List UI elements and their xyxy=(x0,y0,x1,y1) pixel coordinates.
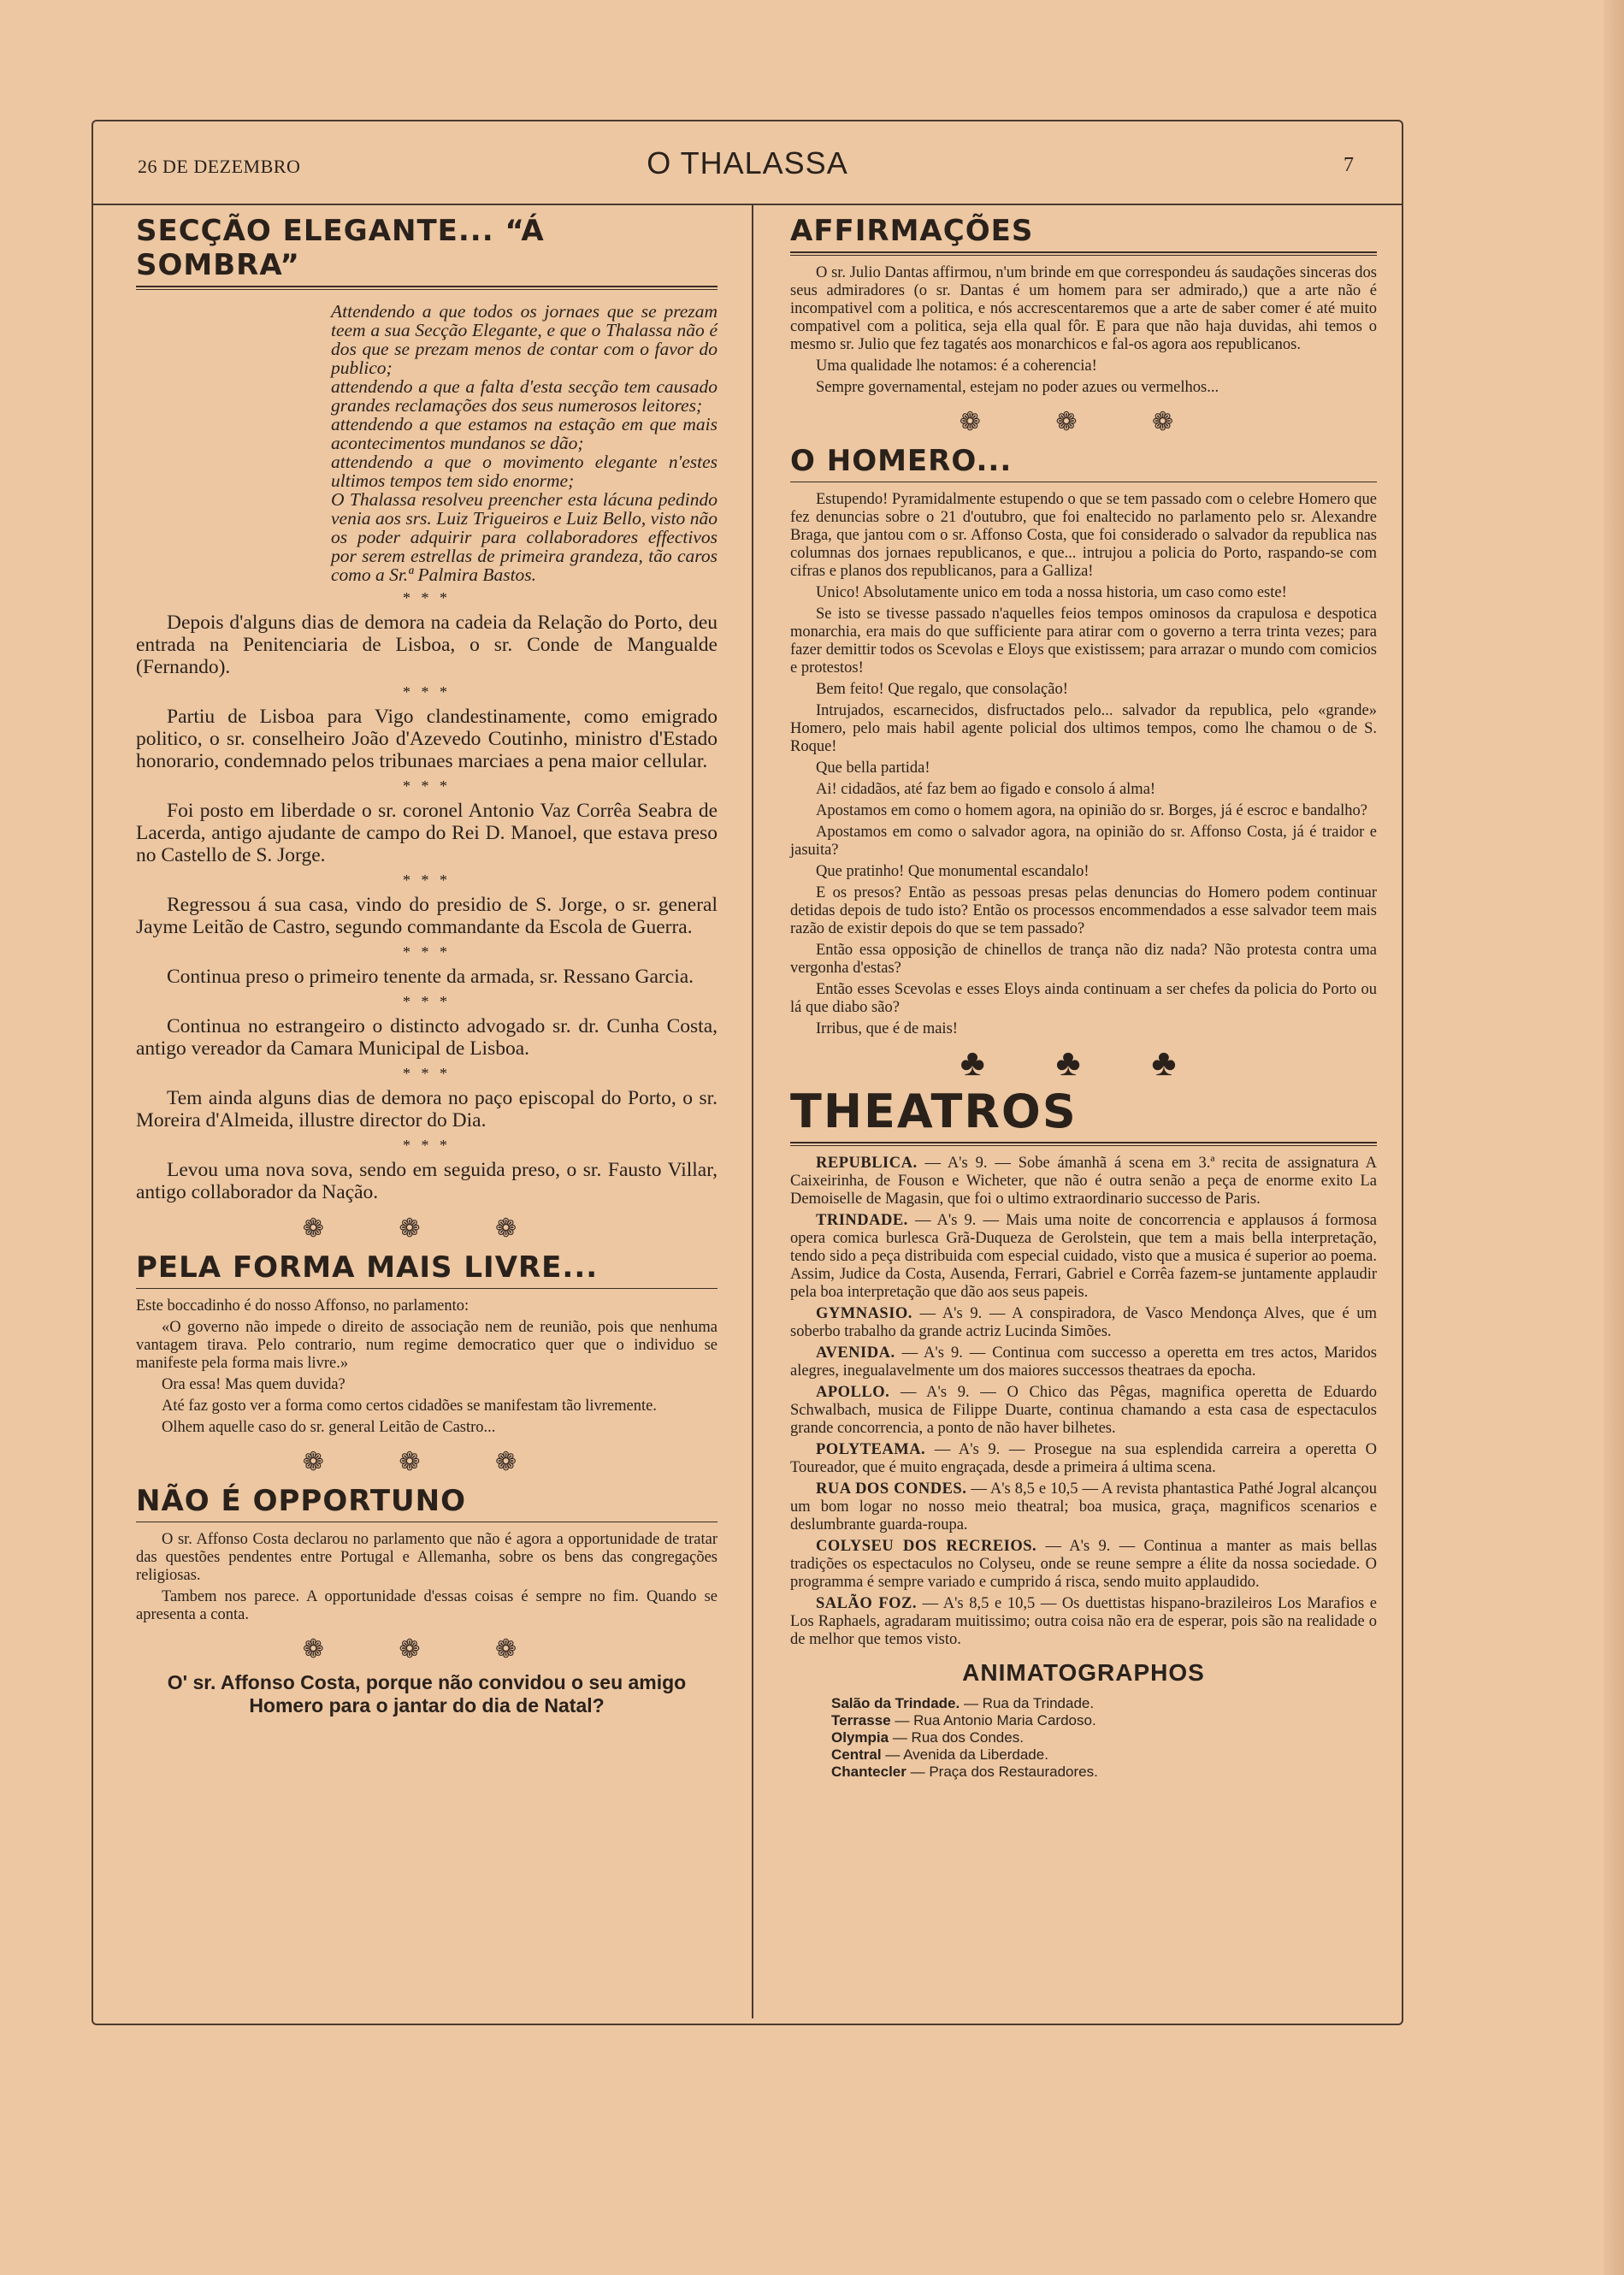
seccao-elegante-title: SECÇÃO ELEGANTE... “Á SOMBRA” xyxy=(136,214,545,282)
theatre-entry xyxy=(790,1441,1377,1477)
article-paragraph: Que pratinho! Que monumental escandalo! xyxy=(816,863,1090,880)
article-paragraph: Olhem aquelle caso do sr. general Leitão de Castro... xyxy=(162,1419,496,1436)
cinema-name: Chantecler xyxy=(831,1764,906,1780)
article-paragraph: Intrujados, escarnecidos, disfructados pelo... salvador da republica, pelo «grande» Homero, pelo mais habil agente policial dos ultimos tempos, como lhe chamou o de S. Roque! xyxy=(790,702,1377,755)
asterism: * * * xyxy=(403,943,451,960)
asterism: * * * xyxy=(403,1137,451,1154)
theatre-name: SALÃO FOZ. xyxy=(816,1595,918,1612)
title-rule xyxy=(790,1142,1377,1146)
page-frame xyxy=(92,120,1403,2025)
theatre-entry xyxy=(790,1212,1377,1302)
news-item: Depois d'alguns dias de demora na cadeia da Relação do Porto, deu entrada na Penitenciaria de Lisboa, o sr. Conde de Mangualde (Fernando). xyxy=(136,612,718,678)
flourish-ornament: ❁ ❁ ❁ xyxy=(302,1214,552,1243)
flourish-ornament: ❁ ❁ ❁ xyxy=(302,1635,552,1663)
nao-opportuno-title: NÃO É OPPORTUNO xyxy=(136,1484,467,1518)
theatre-entry xyxy=(790,1595,1377,1649)
page-number: 7 xyxy=(1343,154,1354,176)
article-paragraph: Tambem nos parece. A opportunidade d'essas coisas é sempre no fim. Quando se apresenta a conta. xyxy=(136,1588,718,1623)
news-item: Continua preso o primeiro tenente da armada, sr. Ressano Garcia. xyxy=(167,966,694,988)
flourish-ornament: ❁ ❁ ❁ xyxy=(302,1448,552,1476)
flourish-ornament: ❁ ❁ ❁ xyxy=(959,408,1208,436)
cinema-place: — Avenida da Liberdade. xyxy=(885,1746,1048,1763)
theatre-text: — A's 9. — O Chico das Pêgas, magnifica operetta de Eduardo Schwalbach, musica de Filippe Duarte, continua chamando a esta casa de espectaculos grande concorrencia, a ponto de não haver bilhetes. xyxy=(790,1384,1378,1437)
theatre-name: COLYSEU DOS RECREIOS. xyxy=(816,1538,1037,1555)
cinema-name: Olympia xyxy=(831,1729,889,1746)
article-paragraph: O sr. Julio Dantas affirmou, n'um brinde em que correspondeu ás saudações sinceras dos seus admiradores (o sr. Dantas é um homem para ser admirado,) que a arte não é incompativel com a politica, e nós accrescentaremos que a arte de saber comer é até muito compativel com a politica, seja ella qual fôr. E para que não haja duvidas, ahi temos o mesmo sr. Julio que fez tagatés aos monarchicos e fal-os agora aos republicanos. xyxy=(790,264,1377,353)
article-paragraph: Este boccadinho é do nosso Affonso, no parlamento: xyxy=(136,1297,469,1315)
intro-paragraph: attendendo a que o movimento elegante n'estes ultimos tempos tem sido enorme; xyxy=(331,452,718,491)
theatre-text: — A's 9. — Sobe ámanhã á scena em 3.ª recita de assignatura A Caixeirinha, de Fouson e Wicheter, que não é outra senão a peça de enorme exito La Demoiselle de Magasin, que foi o ultimo extraordinario successo de Paris. xyxy=(790,1155,1377,1208)
article-paragraph: Ai! cidadãos, até faz bem ao figado e consolo á alma! xyxy=(816,781,1156,798)
theatre-name: TRINDADE. xyxy=(816,1212,908,1229)
cinema-item xyxy=(831,1712,1377,1729)
article-paragraph: Ora essa! Mas quem duvida? xyxy=(162,1376,345,1393)
right-column xyxy=(790,214,1377,1781)
closing-question: O' sr. Affonso Costa, porque não convidou o seu amigo Homero para o jantar do dia de Natal? xyxy=(167,1671,687,1717)
homero-title: O HOMERO... xyxy=(790,444,1013,478)
news-item: Foi posto em liberdade o sr. coronel Antonio Vaz Corrêa Seabra de Lacerda, antigo ajudante de campo do Rei D. Manoel, que estava preso no Castello de S. Jorge. xyxy=(136,800,718,866)
intro-paragraph: attendendo a que a falta d'esta secção tem causado grandes reclamações dos seus numerosos leitores; xyxy=(331,376,718,416)
article-paragraph: Até faz gosto ver a forma como certos cidadões se manifestam tão livremente. xyxy=(162,1398,657,1415)
article-paragraph: Que bella partida! xyxy=(816,759,930,777)
news-item: Partiu de Lisboa para Vigo clandestinamente, como emigrado politico, o sr. conselheiro João d'Azevedo Coutinho, ministro d'Estado honorario, condemnado pelos tribunaes marciaes a pena maior cellular. xyxy=(136,706,718,772)
article-paragraph: Unico! Absolutamente unico em toda a nossa historia, um caso como este! xyxy=(816,584,1287,601)
asterism: * * * xyxy=(403,872,451,889)
theatre-entry xyxy=(790,1538,1377,1592)
animatographos-title: ANIMATOGRAPHOS xyxy=(962,1659,1205,1686)
intro-paragraph: O Thalassa resolveu preencher esta lácuna pedindo venia aos srs. Luiz Trigueiros e Luiz Bello, visto não os poder adquirir para collaboradores effectivos por serem estrellas de primeira grandeza, tão caros como a Sr.ª Palmira Bastos. xyxy=(331,489,718,585)
news-item: Continua no estrangeiro o distincto advogado sr. dr. Cunha Costa, antigo vereador da Camara Municipal de Lisboa. xyxy=(136,1015,718,1060)
pela-forma-title: PELA FORMA MAIS LIVRE... xyxy=(136,1250,599,1285)
theatre-name: POLYTEAMA. xyxy=(816,1441,926,1458)
asterism: * * * xyxy=(403,683,451,700)
theatre-text: — A's 9. — Mais uma noite de concorrencia e applausos á formosa opera comica burlesca Grã-Duqueza de Gerolstein, que tem a mais bella interpretação, tendo sido a peça distribuida com especial cuidado, visto que a musica é superior ao poema. Assim, Judice da Costa, Ausenda, Ferrari, Gabriel e Corrêa fazem-se juntamente applaudir pela boa interpretação que dão aos seus papeis. xyxy=(790,1212,1377,1301)
asterism: * * * xyxy=(403,993,451,1010)
asterism: * * * xyxy=(403,777,451,795)
theatre-text: — A's 8,5 e 10,5 — A revista phantastica Pathé Jogral alcançou um bom logar no nosso meio theatral; boa musica, graça, magnificos scenarios e deslumbrante guarda-roupa. xyxy=(790,1480,1377,1533)
cinema-place: — Praça dos Restauradores. xyxy=(910,1764,1098,1780)
article-paragraph: Uma qualidade lhe notamos: é a coherencia! xyxy=(816,358,1097,375)
column-divider xyxy=(752,205,753,2018)
cinema-item xyxy=(831,1764,1377,1781)
theatre-text: — A's 9. — Prosegue na sua esplendida carreira a operetta O Toureador, que é muito engraçada, desde a primeira á ultima scena. xyxy=(790,1441,1378,1476)
article-paragraph: Apostamos em como o salvador agora, na opinião do sr. Affonso Costa, já é traidor e jasuita? xyxy=(790,824,1377,859)
left-column xyxy=(136,214,718,1717)
title-rule xyxy=(136,1288,718,1289)
theatre-name: AVENIDA. xyxy=(816,1344,895,1362)
article-paragraph: Se isto se tivesse passado n'aquelles feios tempos ominosos da crapulosa e despotica monarchia, era mais do que sufficiente para atirar com o governo a terra trinta vezes; para fazer demittir todos os Scevolas e Eloys que existissem; para arrazar o mundo com comicios e protestos! xyxy=(790,606,1377,677)
cinema-item xyxy=(831,1746,1377,1764)
animatographos-list xyxy=(831,1695,1377,1781)
theatre-entry xyxy=(790,1384,1377,1438)
newspaper-title: O THALASSA xyxy=(647,145,848,180)
theatre-entry xyxy=(790,1155,1377,1208)
intro-paragraph: attendendo a que estamos na estação em que mais acontecimentos mundanos se dão; xyxy=(331,414,718,453)
theatre-entry xyxy=(790,1344,1377,1380)
cinema-place: — Rua Antonio Maria Cardoso. xyxy=(895,1712,1096,1728)
theatre-name: RUA DOS CONDES. xyxy=(816,1480,967,1498)
title-rule xyxy=(790,251,1377,256)
article-paragraph: O sr. Affonso Costa declarou no parlamento que não é agora a opportunidade de tratar das questões pendentes entre Portugal e Allemanha, sobre os bens das congregações religiosas. xyxy=(136,1531,718,1584)
theatre-name: APOLLO. xyxy=(816,1384,890,1401)
intro-paragraph: Attendendo a que todos os jornaes que se prezam teem a sua Secção Elegante, e que o Thalassa não é dos que se prezam menos de contar com o favor do publico; xyxy=(331,301,718,378)
theatre-text: — A's 9. — A conspiradora, de Vasco Mendonça Alves, que é um soberbo trabalho da grande actriz Lucinda Simões. xyxy=(790,1305,1377,1340)
cinema-name: Terrasse xyxy=(831,1712,891,1728)
cinema-item xyxy=(831,1695,1377,1712)
affirmacoes-title: AFFIRMAÇÕES xyxy=(790,214,1034,248)
article-paragraph: Estupendo! Pyramidalmente estupendo o que se tem passado com o celebre Homero que fez denuncias sobre o 21 d'outubro, que foi enaltecido no parlamento pelo sr. Alexandre Braga, que jantou com o sr. Affonso Costa, que foi considerado o salvador da republica nas columnas dos jornaes republicanos, e que... intrujou a policia do Porto, raspando-se com cifras e planos dos republicanos, para a Galliza! xyxy=(790,491,1377,580)
article-paragraph: Bem feito! Que regalo, que consolação! xyxy=(816,681,1068,698)
theatre-entry xyxy=(790,1480,1377,1534)
cinema-item xyxy=(831,1729,1377,1746)
article-paragraph: Então essa opposição de chinellos de trança não diz nada? Não protesta contra uma vergonha d'estas? xyxy=(790,942,1377,977)
article-paragraph: Apostamos em como o homem agora, na opinião do sr. Borges, já é escroc e bandalho? xyxy=(816,802,1367,819)
cinema-place: — Rua dos Condes. xyxy=(892,1729,1024,1746)
seccao-intro xyxy=(331,302,718,584)
cinema-name: Salão da Trindade. xyxy=(831,1695,960,1711)
asterism: * * * xyxy=(403,589,451,606)
theatros-title: THEATROS xyxy=(790,1084,1078,1138)
article-paragraph: Então esses Scevolas e esses Eloys ainda continuam a ser chefes da policia do Porto ou lá que diabo são? xyxy=(790,981,1377,1016)
asterism: * * * xyxy=(403,1065,451,1082)
theatre-name: GYMNASIO. xyxy=(816,1305,912,1322)
cinema-place: — Rua da Trindade. xyxy=(963,1695,1095,1711)
clubs-ornament: ♣ ♣ ♣ xyxy=(960,1042,1208,1084)
article-paragraph: «O governo não impede o direito de associação nem de reunião, pois que nenhuma vantagem tirava. Pelo contrario, num regime democratico quer que o individuo se manifeste pela forma mais livre.» xyxy=(136,1319,718,1372)
news-item: Regressou á sua casa, vindo do presidio de S. Jorge, o sr. general Jayme Leitão de Castro, segundo commandante da Escola de Guerra. xyxy=(136,894,718,938)
article-paragraph: Irribus, que é de mais! xyxy=(816,1020,958,1037)
cinema-name: Central xyxy=(831,1746,882,1763)
masthead xyxy=(93,121,1402,205)
theatre-entry xyxy=(790,1305,1377,1341)
theatre-text: — A's 9. — Continua com successo a operetta em tres actos, Maridos alegres, inegualavelmente um dos maiores successos theatraes da epocha. xyxy=(790,1344,1378,1380)
theatre-text: — A's 8,5 e 10,5 — Os duettistas hispano-brazileiros Los Marafios e Los Raphaels, agradaram muitissimo; outra coisa não era de esperar, pois são na realidade o de melhor que temos visto. xyxy=(790,1595,1377,1648)
title-rule xyxy=(136,286,718,290)
news-item: Levou uma nova sova, sendo em seguida preso, o sr. Fausto Villar, antigo collaborador da Nação. xyxy=(136,1159,718,1203)
news-item: Tem ainda alguns dias de demora no paço episcopal do Porto, o sr. Moreira d'Almeida, illustre director do Dia. xyxy=(136,1087,718,1132)
page-edge xyxy=(1603,0,1624,2275)
issue-date: 26 DE DEZEMBRO xyxy=(138,156,301,177)
article-paragraph: E os presos? Então as pessoas presas pelas denuncias do Homero podem continuar detidas depois de tudo isto? Então os processos encommendados a esse salvador teem mais razão de existir depois do que se tem passado? xyxy=(790,884,1377,937)
theatre-name: REPUBLICA. xyxy=(816,1155,918,1172)
article-paragraph: Sempre governamental, estejam no poder azues ou vermelhos... xyxy=(816,379,1219,396)
theatre-text: — A's 9. — Continua a manter as mais bellas tradições os espectaculos no Colyseu, onde se reune sempre a élite da nossa sociedade. O programma é sempre variado e cumprido á risca, sendo muito applaudido. xyxy=(790,1538,1378,1591)
